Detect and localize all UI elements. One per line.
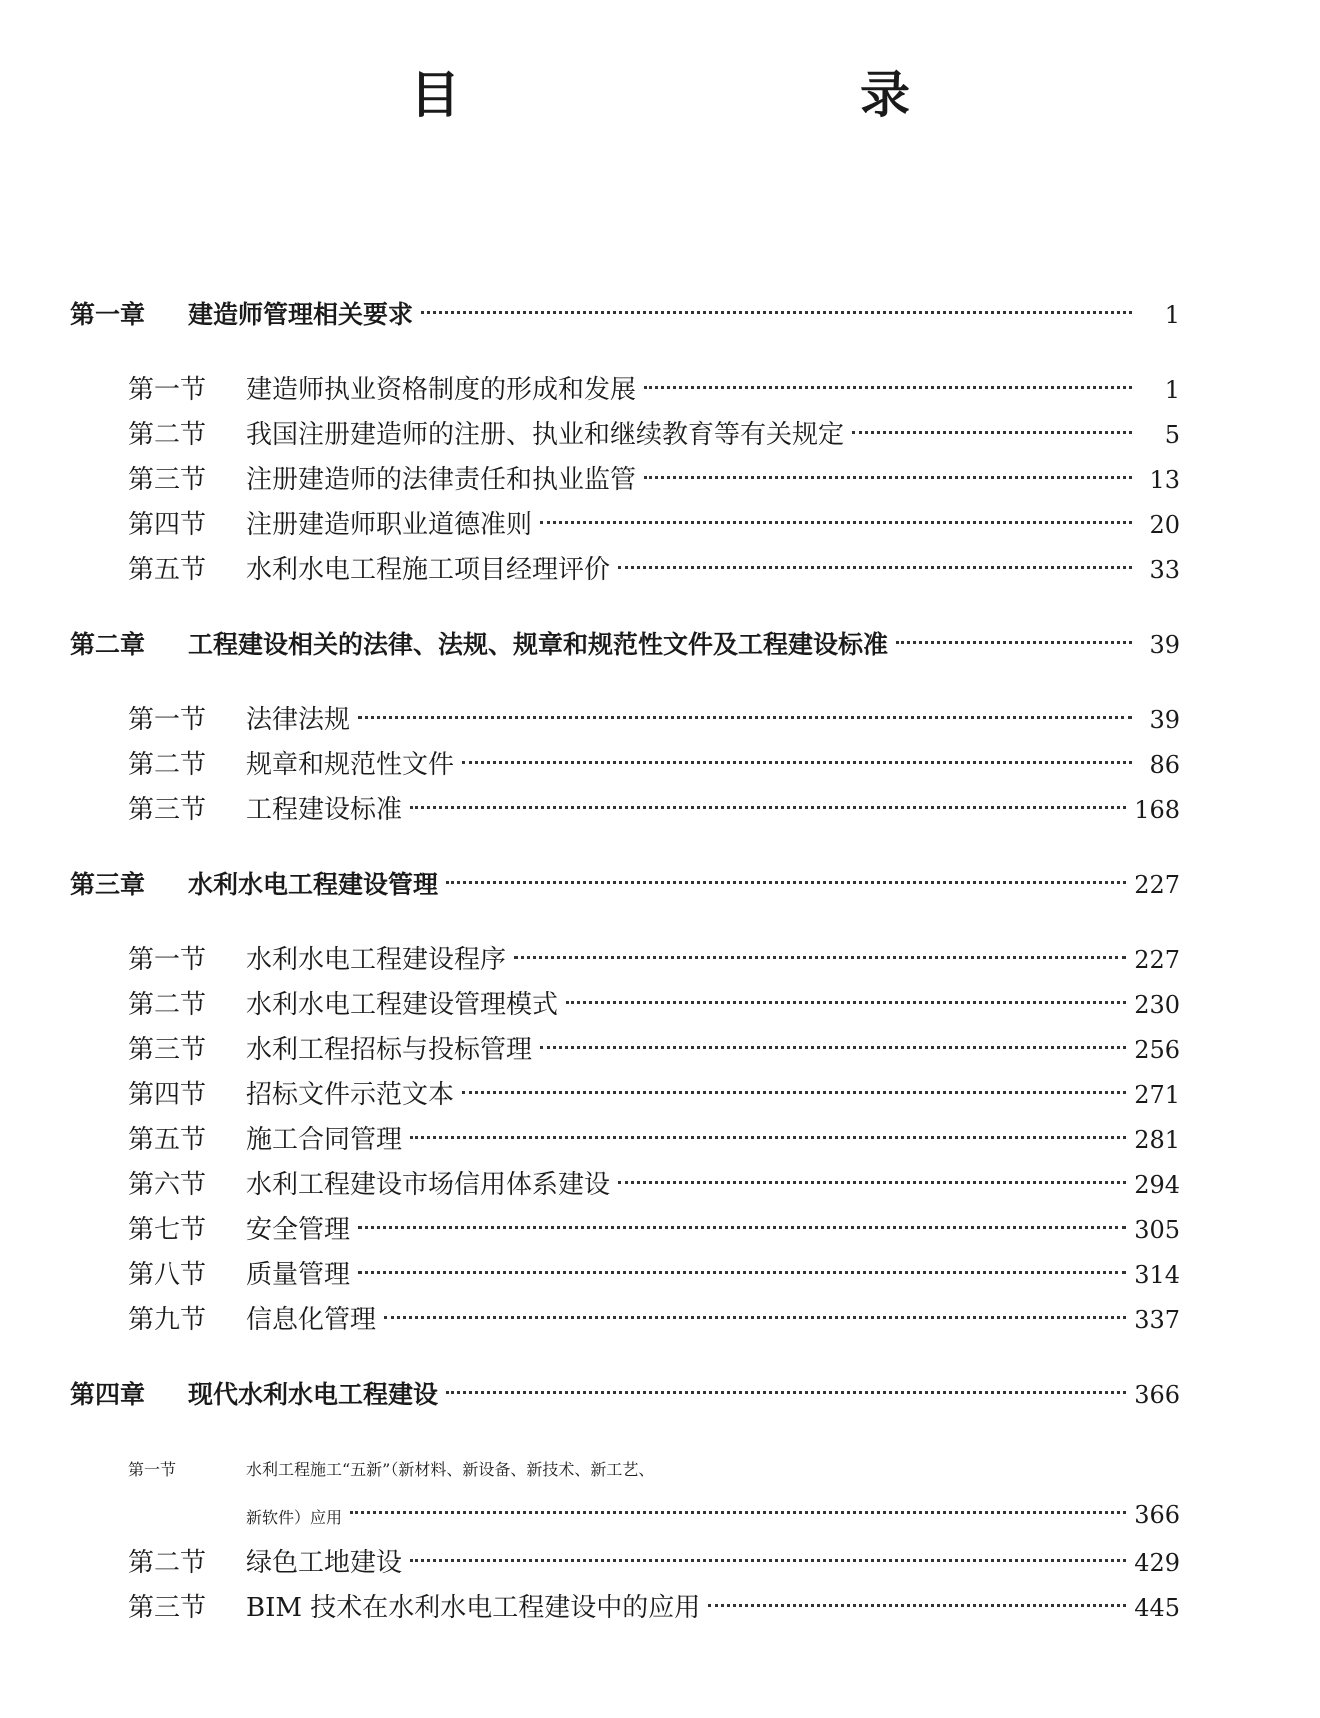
dot-leader [852,431,1132,434]
chapter-label: 第四章 [70,1380,146,1409]
section-label: 第三节 [128,1035,207,1065]
toc-section[interactable] [70,988,1180,1022]
page-number: 294 [1134,1171,1180,1199]
dot-leader [514,956,1126,959]
page-number: 366 [1134,1501,1180,1529]
dot-leader [540,521,1132,524]
toc-chapter[interactable] [70,298,1180,332]
section-title: 我国注册建造师的注册、执业和继续教育等有关规定 [246,420,845,450]
toc-section[interactable] [70,373,1180,407]
dot-leader [540,1046,1126,1049]
section-label: 第四节 [128,510,207,540]
page-number: 366 [1134,1381,1180,1409]
section-title: 水利水电工程施工项目经理评价 [246,555,611,585]
section-title: 施工合同管理 [246,1125,403,1155]
toc-chapter[interactable] [70,868,1180,902]
toc-section[interactable] [70,1168,1180,1202]
page-number: 39 [1149,706,1180,734]
dot-leader [421,311,1132,314]
toc-section[interactable] [70,1078,1180,1112]
page-number: 271 [1134,1081,1180,1109]
dot-leader [350,1511,1126,1514]
section-label: 第二节 [128,420,207,450]
section-title: 质量管理 [246,1260,351,1290]
section-label: 第三节 [128,465,207,495]
section-label: 第一节 [128,945,207,975]
page-number: 314 [1134,1261,1180,1289]
section-title: 工程建设标准 [246,795,403,825]
section-title: 水利水电工程建设程序 [246,945,507,975]
toc-section[interactable] [70,1303,1180,1337]
section-label: 第四节 [128,1080,207,1110]
dot-leader [358,1271,1126,1274]
dot-leader [358,1226,1126,1229]
section-title-continuation: 新软件）应用 [246,1508,343,1527]
chapter-label: 第一章 [70,300,146,329]
section-title: 水利工程施工“五新”（新材料、新设备、新技术、新工艺、 [246,1460,655,1479]
page-number: 20 [1149,511,1180,539]
dot-leader [644,386,1132,389]
page-number: 1 [1164,376,1180,404]
page-number: 445 [1134,1594,1180,1622]
section-label: 第三节 [128,1593,207,1623]
page-number: 168 [1134,796,1180,824]
toc-section[interactable] [70,943,1180,977]
toc-section[interactable] [70,1591,1180,1625]
page-number: 256 [1134,1036,1180,1064]
section-label: 第九节 [128,1305,207,1335]
page-number: 13 [1149,466,1180,494]
page-number: 33 [1149,556,1180,584]
toc-chapter[interactable] [70,628,1180,662]
toc-section[interactable] [70,1453,1180,1535]
section-label: 第六节 [128,1170,207,1200]
dot-leader [358,716,1132,719]
section-title: 注册建造师职业道德准则 [246,510,533,540]
toc-section[interactable] [70,553,1180,587]
toc-section[interactable] [70,793,1180,827]
section-label: 第二节 [128,990,207,1020]
toc-section[interactable] [70,508,1180,542]
section-title: 法律法规 [246,705,351,735]
page-number: 429 [1134,1549,1180,1577]
section-title: 水利工程招标与投标管理 [246,1035,533,1065]
section-label: 第一节 [128,1460,177,1479]
toc-chapter[interactable] [70,1378,1180,1412]
toc-section[interactable] [70,703,1180,737]
section-title: 绿色工地建设 [246,1548,403,1578]
chapter-title: 建造师管理相关要求 [188,300,414,329]
section-label: 第七节 [128,1215,207,1245]
section-title: 招标文件示范文本 [246,1080,455,1110]
page-number: 337 [1134,1306,1180,1334]
page-number: 227 [1134,871,1180,899]
dot-leader [410,1559,1126,1562]
chapter-title: 现代水利水电工程建设 [188,1380,439,1409]
chapter-label: 第二章 [70,630,146,659]
dot-leader [644,476,1132,479]
toc-section[interactable] [70,1546,1180,1580]
section-title: BIM 技术在水利水电工程建设中的应用 [246,1593,701,1623]
page-title: 目 录 [410,65,1010,124]
page-number: 39 [1149,631,1180,659]
section-label: 第八节 [128,1260,207,1290]
dot-leader [384,1316,1126,1319]
toc-section[interactable] [70,1033,1180,1067]
section-title: 水利水电工程建设管理模式 [246,990,559,1020]
toc-section[interactable] [70,1123,1180,1157]
page-number: 230 [1134,991,1180,1019]
toc-section[interactable] [70,463,1180,497]
section-title: 注册建造师的法律责任和执业监管 [246,465,637,495]
dot-leader [462,761,1132,764]
section-title: 建造师执业资格制度的形成和发展 [246,375,637,405]
page-number: 5 [1164,421,1180,449]
section-label: 第五节 [128,555,207,585]
dot-leader [446,1391,1126,1394]
page-number: 305 [1134,1216,1180,1244]
section-title: 水利工程建设市场信用体系建设 [246,1170,611,1200]
dot-leader [566,1001,1126,1004]
chapter-label: 第三章 [70,870,146,899]
section-label: 第二节 [128,1548,207,1578]
section-title: 信息化管理 [246,1305,377,1335]
toc-section[interactable] [70,1213,1180,1247]
section-title: 规章和规范性文件 [246,750,455,780]
toc-section[interactable] [70,748,1180,782]
page-number: 281 [1134,1126,1180,1154]
dot-leader [896,641,1132,644]
toc-section[interactable] [70,418,1180,452]
page-number: 1 [1164,301,1180,329]
table-of-contents [70,298,1180,1625]
page-number: 227 [1134,946,1180,974]
section-label: 第二节 [128,750,207,780]
toc-section[interactable] [70,1258,1180,1292]
section-label: 第一节 [128,705,207,735]
section-label: 第五节 [128,1125,207,1155]
chapter-title: 工程建设相关的法律、法规、规章和规范性文件及工程建设标准 [188,630,889,659]
dot-leader [618,1181,1126,1184]
dot-leader [462,1091,1126,1094]
chapter-title: 水利水电工程建设管理 [188,870,439,899]
dot-leader [410,806,1126,809]
section-title: 安全管理 [246,1215,351,1245]
page-number: 86 [1149,751,1180,779]
dot-leader [410,1136,1126,1139]
dot-leader [618,566,1132,569]
dot-leader [708,1604,1126,1607]
section-label: 第一节 [128,375,207,405]
section-label: 第三节 [128,795,207,825]
dot-leader [446,881,1126,884]
